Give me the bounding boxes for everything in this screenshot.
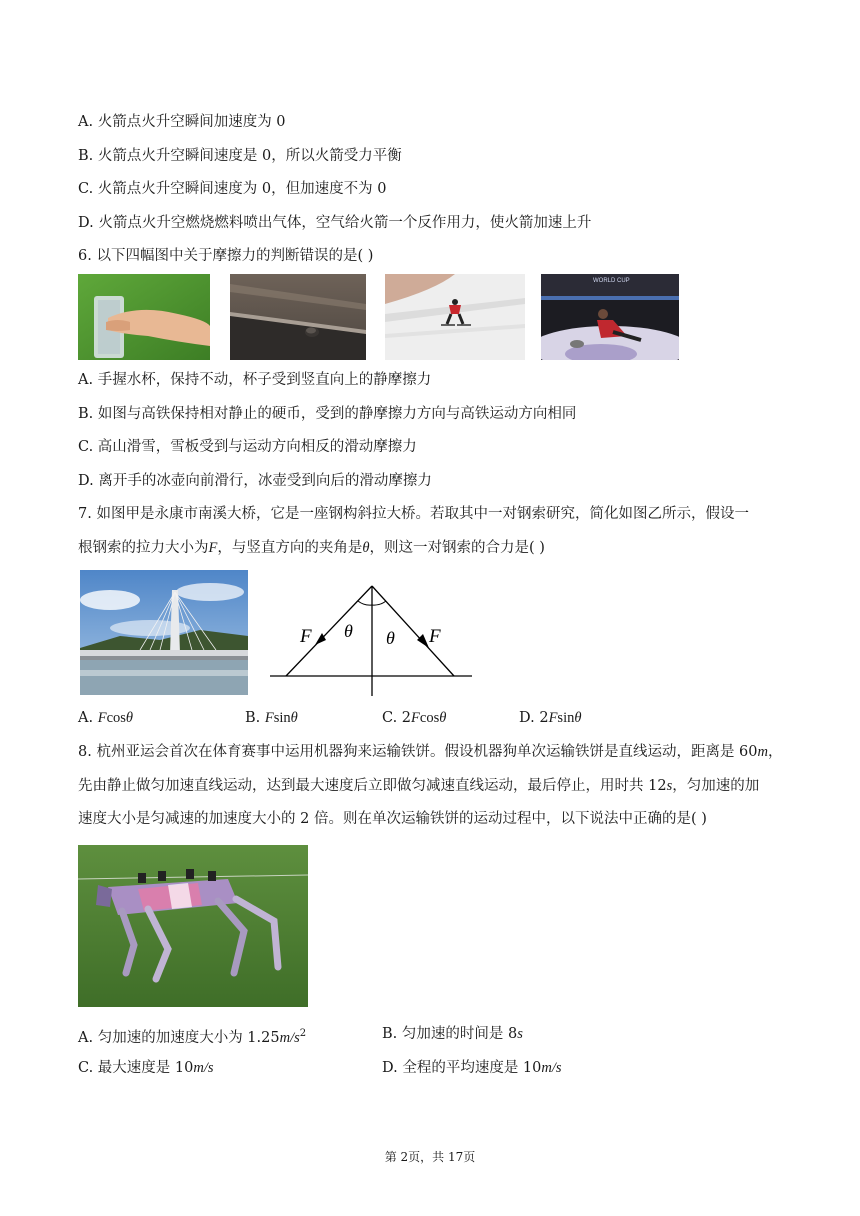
q7-option-d-prefix: D. 2	[519, 710, 549, 726]
robot-dog-photo	[78, 845, 308, 1007]
q8-line2-text: 先由静止做匀加速直线运动，达到最大速度后立即做匀减速直线运动，最后停止，用时共 12	[78, 778, 667, 794]
q7-option-c	[382, 708, 446, 728]
q8-line1-unit: m	[757, 744, 768, 760]
q7-option-d-func: sin	[557, 710, 575, 726]
right-angle-label: θ	[386, 628, 395, 648]
q7-stem-line1: 7. 如图甲是永康市南溪大桥，它是一座钢构斜拉大桥。若取其中一对钢索研究，简化如图乙所示，假设一	[78, 506, 749, 522]
q6-option-b: B. 如图与高铁保持相对静止的硬币，受到的静摩擦力方向与高铁运动方向相同	[78, 406, 577, 422]
q8-option-c-text: C. 最大速度是 10	[78, 1060, 194, 1076]
q7-option-c-func: cos	[419, 710, 440, 726]
q8-option-a-text: A. 匀加速的加速度大小为 1.25	[78, 1029, 280, 1046]
q7-stem-theta-symbol: θ	[362, 540, 370, 556]
q5-option-c: C. 火箭点火升空瞬间速度为 0，但加速度不为 0	[78, 181, 387, 197]
q7-option-b-func: sin	[273, 710, 291, 726]
q7-option-d-angle: θ	[574, 710, 582, 726]
q8-option-c	[78, 1058, 214, 1078]
q8-option-b-text: B. 匀加速的时间是 8	[382, 1026, 518, 1042]
q7-stem-text-a: 根钢索的拉力大小为	[78, 540, 209, 556]
q7-option-c-force: F	[411, 710, 420, 726]
q6-option-d: D. 离开手的冰壶向前滑行，冰壶受到向后的滑动摩擦力	[78, 473, 432, 489]
skier-photo	[385, 274, 525, 360]
q8-stem-line1	[78, 742, 782, 762]
q7-option-b-angle: θ	[290, 710, 298, 726]
q7-option-d	[519, 708, 581, 728]
right-force-label: F	[429, 626, 441, 647]
force-diagram	[266, 578, 476, 698]
left-cable-line	[286, 586, 372, 676]
q8-option-c-unit: m/s	[193, 1060, 214, 1076]
q7-option-a	[78, 708, 133, 728]
q5-option-a: A. 火箭点火升空瞬间加速度为 0	[78, 114, 286, 130]
q8-option-d-text: D. 全程的平均速度是 10	[382, 1060, 542, 1076]
q8-line2-tail: ，匀加速的加	[672, 778, 760, 794]
q8-stem-line3: 速度大小是匀减速的加速度大小的 2 倍。则在单次运输铁饼的运动过程中，以下说法中正确的是( )	[78, 811, 707, 827]
q8-line2-unit: s	[666, 778, 673, 794]
q8-line1-text: 8. 杭州亚运会首次在体育赛事中运用机器狗来运输铁饼。假设机器狗单次运输铁饼是直线运动，距离是 60	[78, 744, 758, 760]
q7-option-b	[245, 708, 298, 728]
q8-option-d-unit: m/s	[541, 1060, 562, 1076]
bridge-photo	[80, 570, 248, 695]
right-arrowhead	[417, 634, 429, 648]
q7-option-a-angle: θ	[125, 710, 134, 726]
q5-option-b: B. 火箭点火升空瞬间速度是 0，所以火箭受力平衡	[78, 148, 402, 164]
q6-option-a: A. 手握水杯，保持不动，杯子受到竖直向上的静摩擦力	[78, 372, 432, 388]
q8-option-a	[78, 1024, 306, 1048]
q7-stem-text-c: ，则这一对钢索的合力是( )	[369, 540, 545, 556]
q8-line1-tail: ，	[767, 744, 783, 760]
q8-option-d	[382, 1058, 562, 1078]
q8-option-a-exponent: 2	[299, 1028, 307, 1039]
q7-option-b-force: F	[264, 710, 274, 726]
q7-option-a-prefix: A.	[78, 710, 98, 726]
q8-stem-line2	[78, 776, 759, 796]
q7-option-d-force: F	[548, 710, 558, 726]
page-footer: 第 2页，共 17页	[384, 1150, 476, 1164]
curling-photo	[541, 274, 679, 360]
q8-option-b-unit: s	[517, 1026, 523, 1042]
hand-holding-cup-photo	[78, 274, 210, 360]
q7-stem-force-symbol: F	[208, 540, 218, 556]
world-cup-banner-text: WORLD CUP	[593, 278, 630, 284]
q7-option-c-angle: θ	[439, 710, 447, 726]
q7-stem-line2	[78, 538, 545, 558]
coin-on-train-photo	[230, 274, 366, 360]
q7-option-c-prefix: C. 2	[382, 710, 412, 726]
left-force-label: F	[300, 626, 312, 647]
q7-option-a-func: cos	[106, 710, 126, 726]
q6-option-c: C. 高山滑雪，雪板受到与运动方向相反的滑动摩擦力	[78, 439, 417, 455]
q7-option-a-force: F	[97, 710, 107, 726]
right-cable-line	[372, 586, 454, 676]
left-arrowhead	[315, 633, 326, 645]
q8-option-b	[382, 1024, 523, 1044]
left-angle-label: θ	[344, 621, 353, 641]
q6-stem: 6. 以下四幅图中关于摩擦力的判断错误的是( )	[78, 248, 374, 264]
q7-option-b-prefix: B.	[245, 710, 265, 726]
q7-stem-text-b: ，与竖直方向的夹角是	[217, 540, 363, 556]
q8-option-a-unit: m/s	[279, 1029, 300, 1046]
q5-option-d: D. 火箭点火升空燃烧燃料喷出气体，空气给火箭一个反作用力，使火箭加速上升	[78, 215, 592, 231]
